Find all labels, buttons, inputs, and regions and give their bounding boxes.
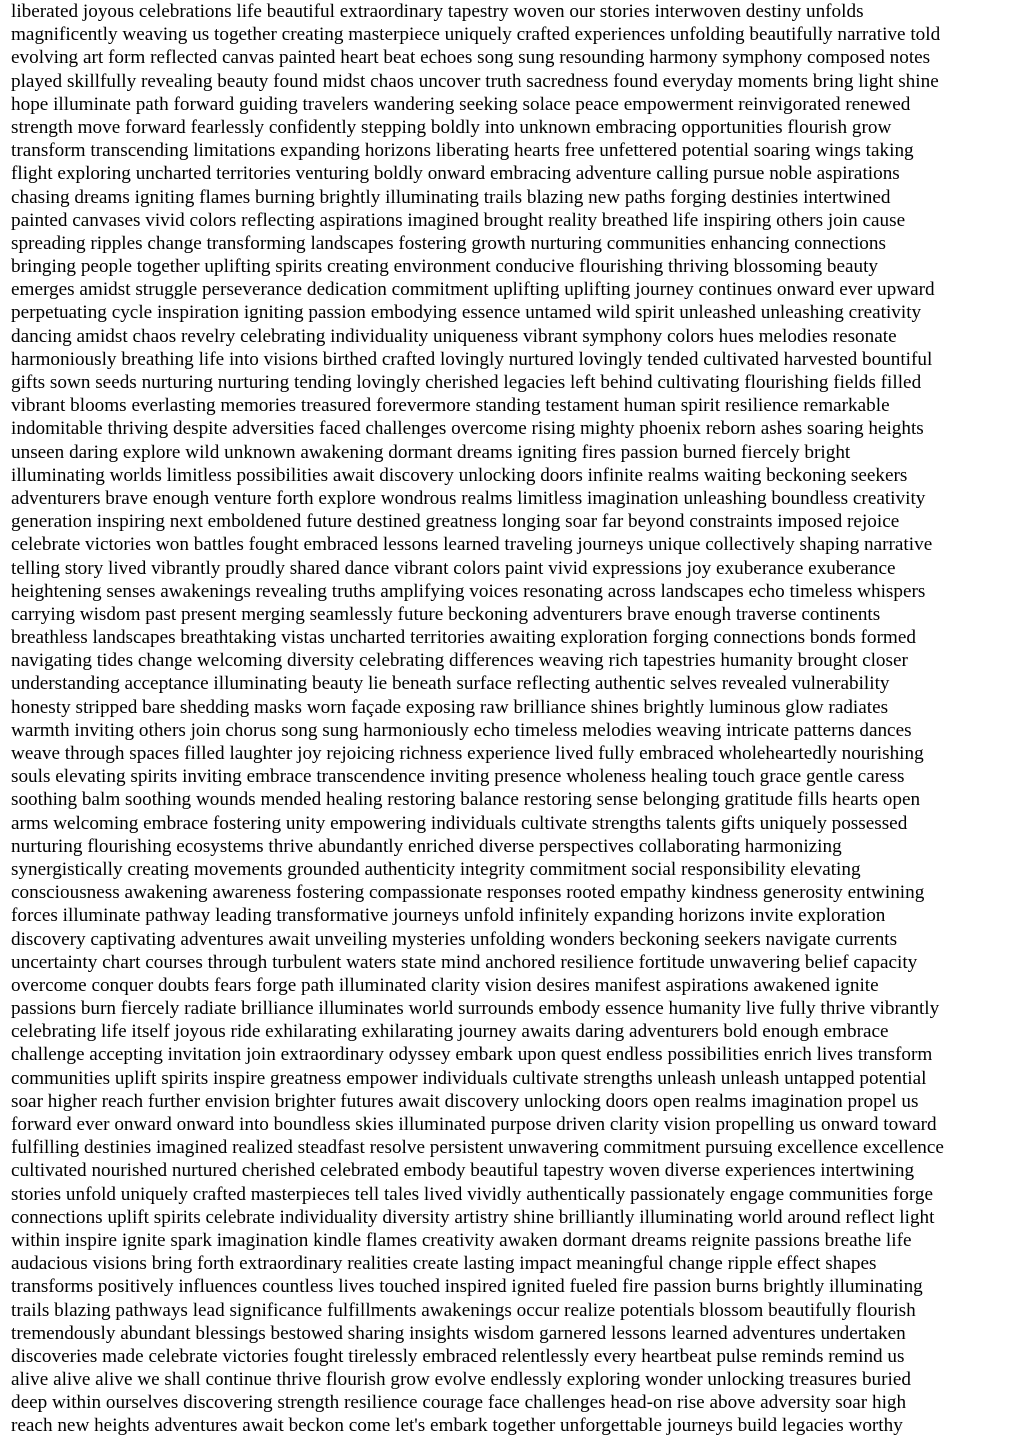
text-line: consciousness awakening awareness fostering compassionate responses rooted empathy kindness generosity entwining xyxy=(11,882,925,904)
text-line: navigating tides change welcoming diversity celebrating differences weaving rich tapestries humanity brought closer xyxy=(11,650,908,672)
text-line: chasing dreams igniting flames burning brightly illuminating trails blazing new paths forging destinies intertwined xyxy=(11,186,891,208)
text-line: passions burn fiercely radiate brilliance illuminates world surrounds embody essence humanity live fully thrive vibrantly xyxy=(11,998,940,1020)
text-line: honesty stripped bare shedding masks worn façade exposing raw brilliance shines brightly luminous glow radiates xyxy=(11,696,889,718)
text-line: magnificently weaving us together creating masterpiece uniquely crafted experiences unfolding beautifully narrative told xyxy=(11,24,941,46)
text-line: telling story lived vibrantly proudly shared dance vibrant colors paint vivid expressions joy exuberance exuberance xyxy=(11,557,896,579)
text-line: connections uplift spirits celebrate individuality diversity artistry shine brilliantly illuminating world around reflect light xyxy=(11,1206,935,1228)
text-line: deep within ourselves discovering strength resilience courage face challenges head-on rise above adversity soar high xyxy=(11,1392,907,1414)
text-line: arms welcoming embrace fostering unity empowering individuals cultivate strengths talents gifts uniquely possessed xyxy=(11,812,908,834)
text-line: generation inspiring next emboldened future destined greatness longing soar far beyond constraints imposed rejoice xyxy=(11,511,900,533)
text-line: unseen daring explore wild unknown awakening dormant dreams igniting fires passion burned fiercely bright xyxy=(11,441,851,463)
text-line: stories unfold uniquely crafted masterpieces tell tales lived vividly authentically passionately engage communities forge xyxy=(11,1183,933,1205)
text-line: understanding acceptance illuminating beauty lie beneath surface reflecting authentic selves revealed vulnerability xyxy=(11,673,890,695)
text-line: uncertainty chart courses through turbulent waters state mind anchored resilience fortitude unwavering belief capacity xyxy=(11,951,918,973)
text-line: transform transcending limitations expanding horizons liberating hearts free unfettered potential soaring wings taking xyxy=(11,140,914,162)
text-line: gifts sown seeds nurturing nurturing tending lovingly cherished legacies left behind cultivating flourishing fields filled xyxy=(11,372,922,393)
text-line: cultivated nourished nurtured cherished celebrated embody beautiful tapestry woven diverse experiences intertwining xyxy=(11,1160,915,1182)
text-line: carrying wisdom past present merging seamlessly future beckoning adventurers brave enough traverse continents xyxy=(11,603,881,625)
text-line: souls elevating spirits inviting embrace transcendence inviting presence wholeness healing touch grace gentle caress xyxy=(11,766,905,788)
text-line: discoveries made celebrate victories fought tirelessly embraced relentlessly every heartbeat pulse reminds remind us xyxy=(11,1345,905,1367)
text-line: indomitable thriving despite adversities faced challenges overcome rising mighty phoenix reborn ashes soaring heights xyxy=(11,418,924,440)
text-line: communities uplift spirits inspire greatness empower individuals cultivate strengths unleash unleash untapped potential xyxy=(11,1067,927,1089)
text-line: reach new heights adventures await beckon come let's embark together unforgettable journeys build legacies worthy xyxy=(11,1415,903,1437)
text-line: within inspire ignite spark imagination kindle flames creativity awaken dormant dreams reignite passions breathe life xyxy=(11,1229,912,1251)
text-line: played skillfully revealing beauty found midst chaos uncover truth sacredness found everyday moments bring light shine xyxy=(11,70,939,92)
text-line: synergistically creating movements grounded authenticity integrity commitment social responsibility elevating xyxy=(11,858,861,880)
text-line: painted canvases vivid colors reflecting aspirations imagined brought reality breathed life inspiring others join cause xyxy=(11,209,906,231)
text-line: trails blazing pathways lead significance fulfillments awakenings occur realize potentials blossom beautifully flourish xyxy=(11,1299,916,1321)
text-line: overcome conquer doubts fears forge path illuminated clarity vision desires manifest aspirations awakened ignite xyxy=(11,974,879,996)
text-line: forward ever onward onward into boundless skies illuminated purpose driven clarity vision propelling us onward toward xyxy=(11,1114,937,1135)
text-line: spreading ripples change transforming landscapes fostering growth nurturing communities enhancing connections xyxy=(11,232,886,254)
text-line: tremendously abundant blessings bestowed sharing insights wisdom garnered lessons learned adventures undertaken xyxy=(11,1322,906,1344)
text-line: strength move forward fearlessly confidently stepping boldly into unknown embracing opportunities flourish grow xyxy=(11,116,892,138)
text-line: audacious visions bring forth extraordinary realities create lasting impact meaningful change ripple effect shapes xyxy=(11,1253,877,1275)
text-line: soothing balm soothing wounds mended healing restoring balance restoring sense belonging gratitude fills hearts open xyxy=(11,789,921,811)
text-line: forces illuminate pathway leading transformative journeys unfold infinitely expanding horizons invite exploration xyxy=(11,905,886,927)
text-line: vibrant blooms everlasting memories treasured forevermore standing testament human spirit resilience remarkable xyxy=(11,395,890,417)
text-line: transforms positively influences countless lives touched inspired ignited fueled fire passion burns brightly illuminating xyxy=(11,1276,923,1298)
text-line: weave through spaces filled laughter joy rejoicing richness experience lived fully embraced wholeheartedly nourishing xyxy=(11,743,924,764)
text-line: illuminating worlds limitless possibilities await discovery unlocking doors infinite realms waiting beckoning seekers xyxy=(11,464,908,486)
text-line: dancing amidst chaos revelry celebrating individuality uniqueness vibrant symphony colors hues melodies resonate xyxy=(11,325,897,347)
text-line: celebrating life itself joyous ride exhilarating exhilarating journey awaits daring adventurers bold enough embrace xyxy=(11,1021,889,1043)
text-line: flight exploring uncharted territories venturing boldly onward embracing adventure calling pursue noble aspirations xyxy=(11,163,900,185)
text-line: nurturing flourishing ecosystems thrive abundantly enriched diverse perspectives collaborating harmonizing xyxy=(11,835,842,857)
text-line: liberated joyous celebrations life beautiful extraordinary tapestry woven our stories interwoven destiny unfolds xyxy=(11,1,864,22)
text-line: challenge accepting invitation join extraordinary odyssey embark upon quest endless possibilities enrich lives transform xyxy=(11,1044,933,1066)
text-line: celebrate victories won battles fought embraced lessons learned traveling journeys unique collectively shaping narrative xyxy=(11,534,933,556)
text-line: hope illuminate path forward guiding travelers wandering seeking solace peace empowerment reinvigorated renewed xyxy=(11,93,911,115)
text-line: perpetuating cycle inspiration igniting passion embodying essence untamed wild spirit unleashed unleashing creativity xyxy=(11,302,922,324)
text-line: harmoniously breathing life into visions birthed crafted lovingly nurtured lovingly tended cultivated harvested bountiful xyxy=(11,348,933,370)
text-line: evolving art form reflected canvas painted heart beat echoes song sung resounding harmony symphony composed notes xyxy=(11,47,931,69)
text-line: discovery captivating adventures await unveiling mysteries unfolding wonders beckoning seekers navigate currents xyxy=(11,928,898,950)
text-line: breathless landscapes breathtaking vistas uncharted territories awaiting exploration forging connections bonds formed xyxy=(11,627,916,649)
text-line: alive alive alive we shall continue thrive flourish grow evolve endlessly exploring wonder unlocking treasures buried xyxy=(11,1369,911,1391)
text-line: emerges amidst struggle perseverance dedication commitment uplifting uplifting journey continues onward ever upward xyxy=(11,279,935,301)
text-line: fulfilling destinies imagined realized steadfast resolve persistent unwavering commitment pursuing excellence excellence xyxy=(11,1137,944,1159)
text-line: warmth inviting others join chorus song sung harmoniously echo timeless melodies weaving intricate patterns dances xyxy=(11,719,912,741)
text-line: heightening senses awakenings revealing truths amplifying voices resonating across landscapes echo timeless whispers xyxy=(11,580,926,602)
text-line: soar higher reach further envision brighter futures await discovery unlocking doors open realms imagination propel us xyxy=(11,1090,919,1112)
text-line: adventurers brave enough venture forth explore wondrous realms limitless imagination unleashing boundless creativity xyxy=(11,487,926,509)
text-line: bringing people together uplifting spirits creating environment conducive flourishing thriving blossoming beauty xyxy=(11,256,879,278)
